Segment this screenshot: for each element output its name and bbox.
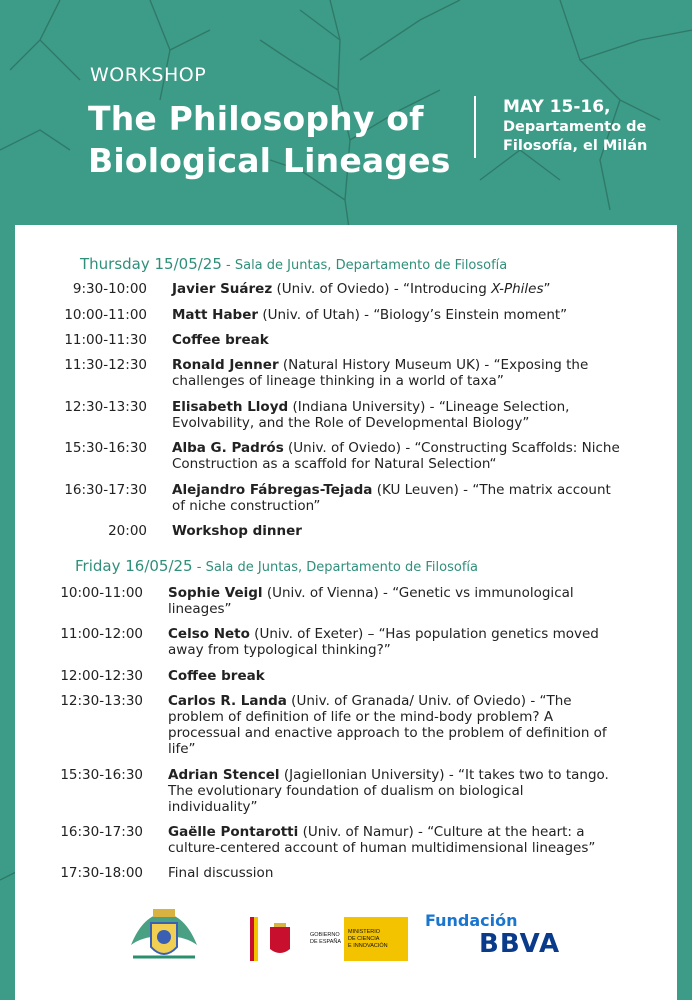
session-detail: (Univ. of Exeter) – “Has population genetics moved away from typological thinking?” [168, 626, 599, 658]
day-place: - Sala de Juntas, Departamento de Filosofía [221, 258, 508, 273]
university-seal-logo [123, 905, 205, 967]
session-text [172, 357, 620, 389]
event-meta [503, 96, 647, 156]
speaker-name: Adrian Stencel [168, 767, 280, 783]
session-time: 11:30-12:30 [64, 357, 147, 373]
speaker-name: Sophie Veigl [168, 585, 263, 601]
session-detail: (Indiana University) - “Lineage Selection, Evolvability, and the Role of Developmental Biology” [172, 399, 570, 431]
session-time: 12:30-13:30 [60, 693, 143, 709]
speaker-name: Celso Neto [168, 626, 250, 642]
session-detail: (Natural History Museum UK) - “Exposing the challenges of lineage thinking in a world of taxa” [172, 357, 589, 389]
speaker-name: Alejandro Fábregas-Tejada [172, 482, 373, 498]
session-time: 12:30-13:30 [64, 399, 147, 415]
bbva-text: BBVA [479, 929, 561, 959]
session-text [172, 281, 620, 297]
speaker-name: Gaëlle Pontarotti [168, 824, 299, 840]
ministry-line-3: E INNOVACIÓN [348, 943, 388, 949]
session-time: 16:30-17:30 [60, 824, 143, 840]
session-time: 10:00-11:00 [60, 585, 143, 601]
session-detail: (Univ. of Oviedo) - “Introducing [272, 281, 492, 297]
page-title [88, 98, 451, 182]
session-time: 10:00-11:00 [64, 307, 147, 323]
ministry-line-2: DE CIENCIA [348, 936, 380, 942]
program-card [15, 225, 677, 1000]
session-time: 15:30-16:30 [64, 440, 147, 456]
title-line-1: The Philosophy of [88, 99, 424, 138]
session-detail: (KU Leuven) - “The matrix account of niche construction” [172, 482, 611, 514]
event-date: MAY 15-16, [503, 97, 611, 117]
session-detail: (Jagiellonian University) - “It takes two to tango. The evolutionary foundation of dualism on biological individuality” [168, 767, 609, 815]
session-tail: ” [543, 281, 551, 297]
session-time: 9:30-10:00 [72, 281, 147, 297]
session-time: 16:30-17:30 [64, 482, 147, 498]
session-detail: (Univ. of Vienna) - “Genetic vs immunological lineages” [168, 585, 574, 617]
government-of-spain-logo [250, 917, 408, 961]
header-divider [474, 96, 476, 158]
header [0, 0, 692, 225]
session-time: 17:30-18:00 [60, 865, 143, 881]
session-text [172, 332, 620, 348]
speaker-name: Matt Haber [172, 307, 259, 323]
session-text [168, 824, 616, 856]
speaker-name: Javier Suárez [172, 281, 273, 297]
session-detail: (Univ. of Granada/ Univ. of Oviedo) - “The problem of definition of life or the mind-body problem? A processual and enactive approach to the problem of definition of life” [168, 693, 607, 757]
session-text [168, 626, 616, 658]
session-time: 20:00 [108, 523, 147, 539]
speaker-name: Ronald Jenner [172, 357, 279, 373]
gov-line-2: DE ESPAÑA [310, 939, 342, 945]
session-detail: Final discussion [168, 865, 274, 881]
fundacion-bbva-logo [425, 911, 575, 967]
session-time: 12:00-12:30 [60, 668, 143, 684]
venue-line-1: Departamento de [503, 119, 647, 135]
speaker-name: Coffee break [168, 668, 265, 684]
session-detail: (Univ. of Oviedo) - “Constructing Scaffolds: Niche Construction as a scaffold for Natural Selection“ [172, 440, 620, 472]
session-text [172, 440, 620, 472]
title-line-2: Biological Lineages [88, 141, 451, 180]
workshop-kicker: WORKSHOP [90, 64, 207, 86]
session-text [172, 482, 620, 514]
day-heading-thursday [80, 255, 507, 273]
day-place: - Sala de Juntas, Departamento de Filosofía [192, 560, 478, 575]
ministry-line-1: MINISTERIO [348, 929, 381, 935]
day-heading-friday [75, 557, 478, 575]
session-detail: (Univ. of Utah) - “Biology’s Einstein moment” [258, 307, 568, 323]
fundacion-text: Fundación [425, 911, 518, 930]
day-date: Friday 16/05/25 [75, 557, 193, 575]
session-text [168, 693, 616, 757]
session-italic: X-Philes [491, 281, 544, 297]
sponsor-logos [15, 905, 677, 975]
session-text [168, 585, 616, 617]
speaker-name: Coffee break [172, 332, 269, 348]
session-time: 15:30-16:30 [60, 767, 143, 783]
session-detail: (Univ. of Namur) - “Culture at the heart: a culture-centered account of human multidimensional lineages” [168, 824, 596, 856]
session-text [168, 865, 616, 881]
speaker-name: Workshop dinner [172, 523, 302, 539]
session-text [172, 399, 620, 431]
speaker-name: Carlos R. Landa [168, 693, 287, 709]
session-text [172, 523, 620, 539]
session-text [168, 767, 616, 815]
session-time: 11:00-11:30 [64, 332, 147, 348]
gov-line-1: GOBIERNO [310, 932, 340, 938]
venue-line-2: Filosofía, el Milán [503, 138, 648, 154]
session-time: 11:00-12:00 [60, 626, 143, 642]
day-date: Thursday 15/05/25 [80, 255, 222, 273]
session-text [172, 307, 620, 323]
speaker-name: Alba G. Padrós [172, 440, 284, 456]
session-text [168, 668, 616, 684]
speaker-name: Elisabeth Lloyd [172, 399, 289, 415]
